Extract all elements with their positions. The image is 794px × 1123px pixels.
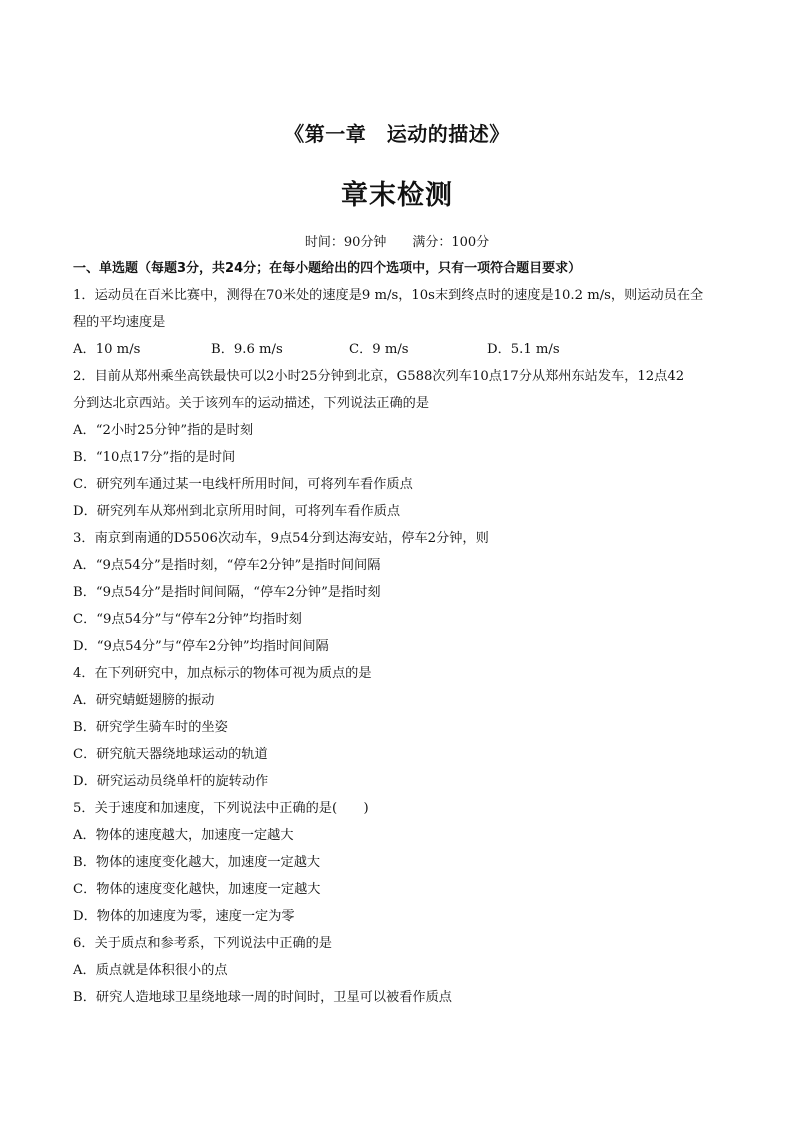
question-1-option-a: A．10 m/s xyxy=(73,342,141,357)
exam-time: 时间：90分钟 xyxy=(304,235,387,250)
question-3-option-d: D．“9点54分”与“停车2分钟”均指时间间隔 xyxy=(73,639,329,654)
question-6-stem: 6．关于质点和参考系，下列说法中正确的是 xyxy=(73,936,332,951)
question-1-options xyxy=(73,336,733,363)
question-2-option-b: B．“10点17分”指的是时间 xyxy=(73,450,236,465)
question-2-option-a: A．“2小时25分钟”指的是时刻 xyxy=(73,423,254,438)
chapter-title: 《第一章 运动的描述》 xyxy=(284,122,510,146)
question-5-stem: 5．关于速度和加速度，下列说法中正确的是( ) xyxy=(73,801,369,816)
question-2-option-d: D．研究列车从郑州到北京所用时间，可将列车看作质点 xyxy=(73,504,401,519)
question-2-stem-line-2: 分到达北京西站。关于该列车的运动描述，下列说法正确的是 xyxy=(73,396,430,411)
section-title: 一、单选题（每题3分，共24分；在每小题给出的四个选项中，只有一项符合题目要求） xyxy=(73,261,582,276)
question-1-stem-line-1: 1．运动员在百米比赛中，测得在70米处的速度是9 m/s，10s末到终点时的速度是10.2 m/s，则运动员在全 xyxy=(73,288,704,303)
question-3-option-a: A．“9点54分”是指时刻，“停车2分钟”是指时间间隔 xyxy=(73,558,381,573)
question-4-option-d: D．研究运动员绕单杆的旋转动作 xyxy=(73,774,269,789)
question-3-option-c: C．“9点54分”与“停车2分钟”均指时刻 xyxy=(73,612,302,627)
question-3-option-b: B．“9点54分”是指时间间隔，“停车2分钟”是指时刻 xyxy=(73,585,381,600)
page-title: 章末检测 xyxy=(341,180,453,211)
question-6-option-b: B．研究人造地球卫星绕地球一周的时间时，卫星可以被看作质点 xyxy=(73,990,452,1005)
question-2-stem-line-1: 2．目前从郑州乘坐高铁最快可以2小时25分钟到北京，G588次列车10点17分从郑州东站发车，12点42 xyxy=(73,369,685,384)
question-4-option-b: B．研究学生骑车时的坐姿 xyxy=(73,720,228,735)
question-5-option-a: A．物体的速度越大，加速度一定越大 xyxy=(73,828,294,843)
question-4-stem: 4．在下列研究中，加点标示的物体可视为质点的是 xyxy=(73,666,372,681)
exam-meta xyxy=(0,231,794,250)
exam-score: 满分：100分 xyxy=(412,235,490,250)
question-5-option-b: B．物体的速度变化越大，加速度一定越大 xyxy=(73,855,321,870)
question-1-option-b: B．9.6 m/s xyxy=(211,342,283,357)
question-4-option-c: C．研究航天器绕地球运动的轨道 xyxy=(73,747,268,762)
question-1-stem-line-2: 程的平均速度是 xyxy=(73,315,166,330)
question-6-option-a: A．质点就是体积很小的点 xyxy=(73,963,228,978)
question-1-option-c: C．9 m/s xyxy=(349,342,409,357)
question-list xyxy=(73,255,733,1011)
question-1-option-d: D．5.1 m/s xyxy=(487,342,560,357)
question-3-stem: 3．南京到南通的D5506次动车，9点54分到达海安站，停车2分钟，则 xyxy=(73,531,489,546)
question-5-option-d: D．物体的加速度为零，速度一定为零 xyxy=(73,909,295,924)
question-5-option-c: C．物体的速度变化越快，加速度一定越大 xyxy=(73,882,321,897)
question-4-option-a: A．研究蜻蜓翅膀的振动 xyxy=(73,693,215,708)
question-2-option-c: C．研究列车通过某一电线杆所用时间，可将列车看作质点 xyxy=(73,477,413,492)
